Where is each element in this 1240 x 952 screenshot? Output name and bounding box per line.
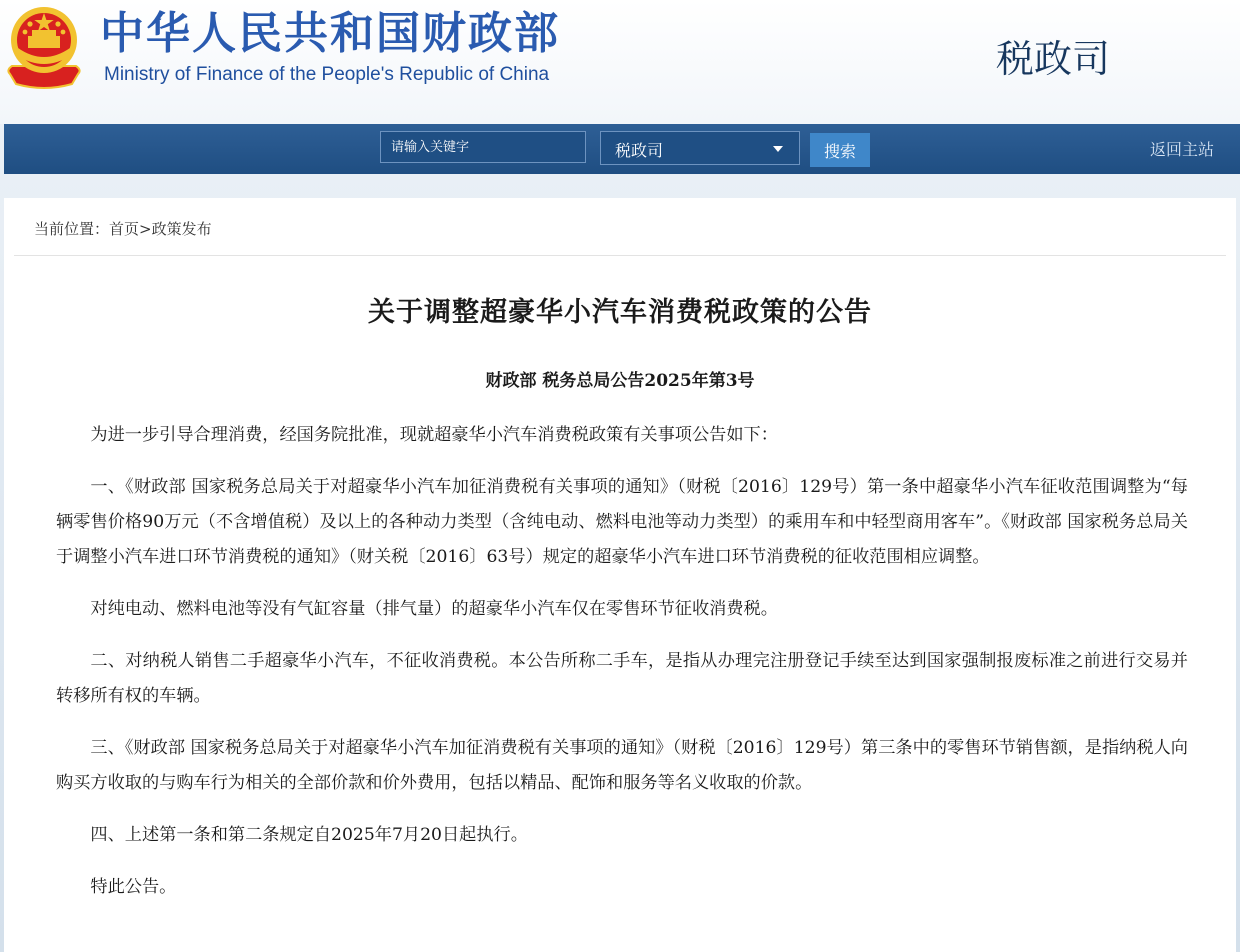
divider xyxy=(14,255,1226,256)
search-button[interactable]: 搜索 xyxy=(810,133,870,167)
search-scope-value: 税政司 xyxy=(615,141,664,160)
site-header xyxy=(0,0,1240,124)
site-title-cn: 中华人民共和国财政部 xyxy=(100,8,560,59)
article-paragraph: 为进一步引导合理消费，经国务院批准，现就超豪华小汽车消费税政策有关事项公告如下： xyxy=(90,425,778,445)
national-emblem-icon xyxy=(2,0,86,92)
breadcrumb-separator: > xyxy=(139,220,152,238)
breadcrumb-home-link[interactable]: 首页 xyxy=(109,220,140,238)
breadcrumb-section-link[interactable]: 政策发布 xyxy=(151,220,212,238)
article-paragraph: 特此公告。 xyxy=(90,877,177,897)
article-container xyxy=(4,198,1236,952)
return-home-link[interactable]: 返回主站 xyxy=(1149,140,1214,159)
article-paragraph: 一、《财政部 国家税务总局关于对超豪华小汽车加征消费税有关事项的通知》（财税〔2016〕129号）第一条中超豪华小汽车征收范围调整为“每辆零售价格90万元（不含增值税）及以上的各种动力类型（含纯电动、燃料电池等动力类型）的乘用车和中轻型商用客车”。《财政部 国家税务总局关于调整小汽车进口环节消费税的通知》（财关税〔2016〕63号）规定的超豪华小汽车进口环节消费税的征收范围相应调整。 xyxy=(56,477,1188,567)
article-body xyxy=(56,418,1188,922)
article-paragraph: 对纯电动、燃料电池等没有气缸容量（排气量）的超豪华小汽车仅在零售环节征收消费税。 xyxy=(90,599,778,619)
breadcrumb xyxy=(34,218,212,239)
chevron-down-icon xyxy=(773,146,783,152)
search-scope-select[interactable] xyxy=(600,131,800,165)
nav-bar xyxy=(4,124,1240,174)
department-name: 税政司 xyxy=(996,37,1111,81)
article-paragraph: 三、《财政部 国家税务总局关于对超豪华小汽车加征消费税有关事项的通知》（财税〔2016〕129号）第三条中的零售环节销售额，是指纳税人向购买方收取的与购车行为相关的全部价款和价外费用，包括以精品、配饰和服务等名义收取的价款。 xyxy=(56,738,1188,793)
article-title: 关于调整超豪华小汽车消费税政策的公告 xyxy=(368,297,872,328)
breadcrumb-prefix: 当前位置： xyxy=(34,220,110,238)
search-input[interactable] xyxy=(380,131,586,163)
document-number: 财政部 税务总局公告2025年第3号 xyxy=(485,371,755,391)
article-paragraph: 四、上述第一条和第二条规定自2025年7月20日起执行。 xyxy=(90,825,528,845)
site-title-en: Ministry of Finance of the People's Republic of China xyxy=(104,64,550,85)
article-paragraph: 二、对纳税人销售二手超豪华小汽车，不征收消费税。本公告所称二手车，是指从办理完注册登记手续至达到国家强制报废标准之前进行交易并转移所有权的车辆。 xyxy=(56,651,1188,706)
